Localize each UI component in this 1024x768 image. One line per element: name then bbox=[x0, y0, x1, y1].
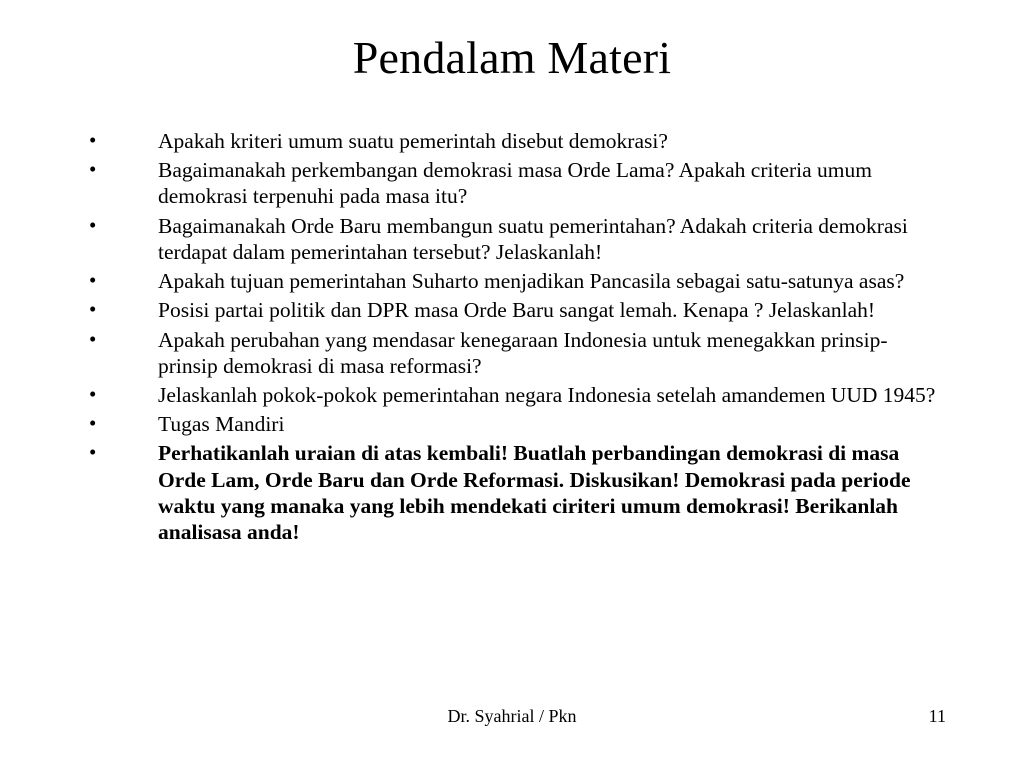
footer-author: Dr. Syahrial / Pkn bbox=[447, 706, 577, 726]
list-item-text: Perhatikanlah uraian di atas kembali! Buatlah perbandingan demokrasi di masa Orde Lam, Orde Baru dan Orde Reformasi. Diskusikan! Demokrasi pada periode waktu yang manaka yang lebih mendekati ciriteri umum demokrasi! Berikanlah analisasa anda! bbox=[158, 441, 911, 545]
list-item bbox=[86, 157, 946, 209]
list-item bbox=[86, 411, 946, 437]
list-item bbox=[86, 327, 946, 379]
page-title: Pendalam Materi bbox=[352, 32, 672, 83]
bullet-icon: • bbox=[89, 440, 97, 465]
bullet-icon: • bbox=[89, 212, 97, 237]
bullet-list bbox=[86, 128, 946, 548]
list-item bbox=[86, 268, 946, 294]
list-item-text: Apakah tujuan pemerintahan Suharto menjadikan Pancasila sebagai satu-satunya asas? bbox=[158, 269, 905, 294]
list-item bbox=[86, 297, 946, 323]
list-item-text: Posisi partai politik dan DPR masa Orde Baru sangat lemah. Kenapa ? Jelaskanlah! bbox=[158, 298, 876, 323]
list-item-text: Bagaimanakah perkembangan demokrasi masa Orde Lama? Apakah criteria umum demokrasi terpenuhi pada masa itu? bbox=[158, 158, 872, 209]
bullet-icon: • bbox=[89, 297, 97, 322]
list-item-text: Tugas Mandiri bbox=[158, 412, 285, 437]
list-item-text: Bagaimanakah Orde Baru membangun suatu pemerintahan? Adakah criteria demokrasi terdapat dalam pemerintahan tersebut? Jelaskanlah! bbox=[158, 213, 908, 264]
bullet-icon: • bbox=[89, 326, 97, 351]
list-item bbox=[86, 128, 946, 154]
list-item-text: Apakah perubahan yang mendasar kenegaraan Indonesia untuk menegakkan prinsip-prinsip demokrasi di masa reformasi? bbox=[158, 327, 888, 378]
list-item bbox=[86, 213, 946, 265]
list-item bbox=[86, 440, 946, 545]
bullet-icon: • bbox=[89, 268, 97, 293]
footer-page-number: 11 bbox=[928, 706, 946, 726]
bullet-icon: • bbox=[89, 381, 97, 406]
list-item-text: Jelaskanlah pokok-pokok pemerintahan negara Indonesia setelah amandemen UUD 1945? bbox=[158, 382, 936, 407]
list-item bbox=[86, 382, 946, 408]
slide-footer bbox=[0, 706, 1024, 730]
list-item-text: Apakah kriteri umum suatu pemerintah disebut demokrasi? bbox=[158, 129, 668, 153]
bullet-icon: • bbox=[89, 128, 97, 152]
bullet-icon: • bbox=[89, 157, 97, 182]
bullet-icon: • bbox=[89, 411, 97, 436]
